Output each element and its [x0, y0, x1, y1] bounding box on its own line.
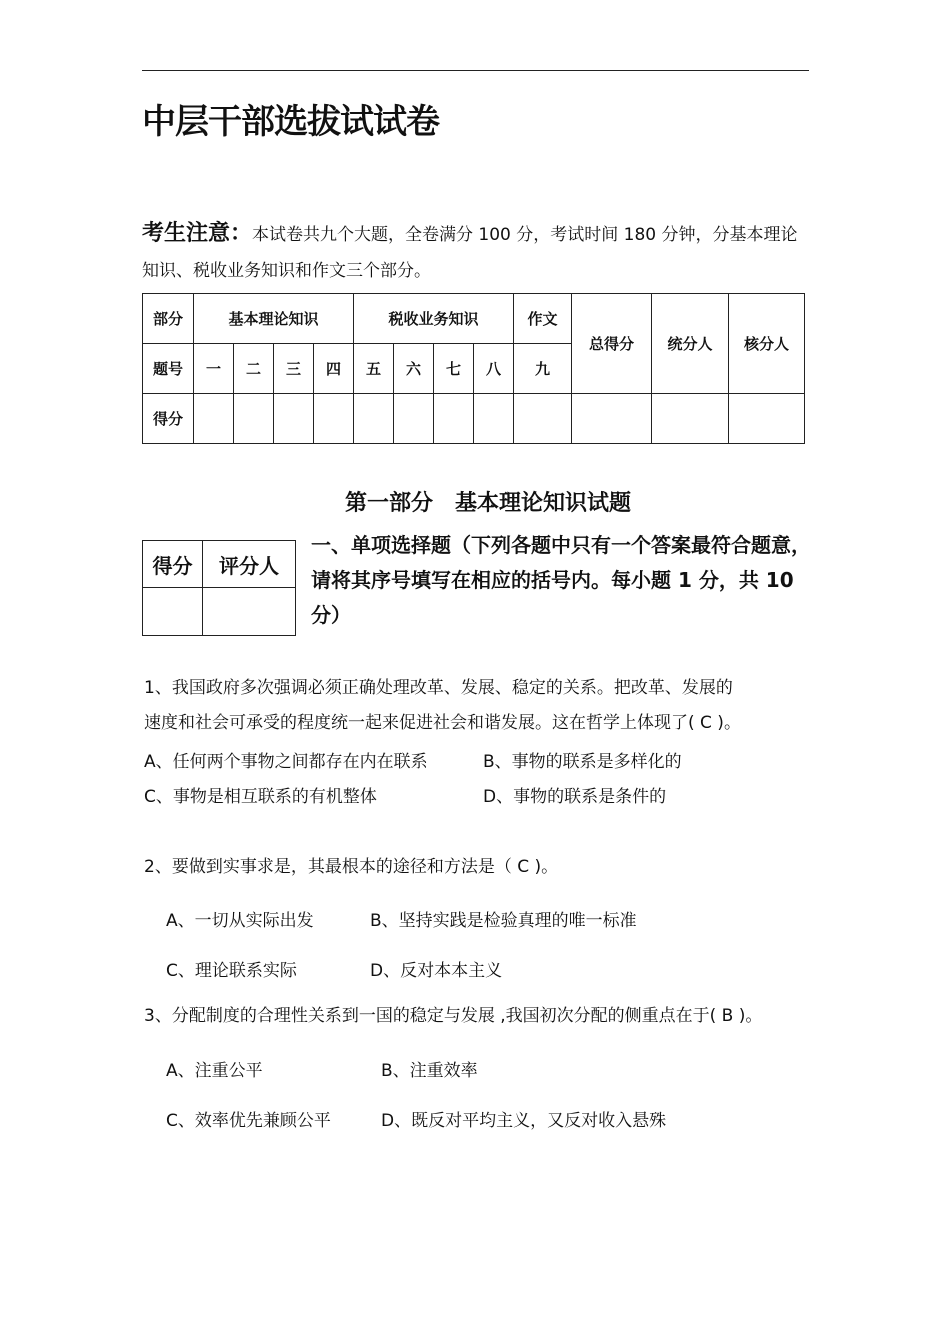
question-1-option-a: A、任何两个事物之间都存在内在联系 — [144, 752, 428, 772]
question-2-option-b: B、坚持实践是检验真理的唯一标准 — [370, 911, 637, 931]
question-number: 五 — [354, 344, 394, 394]
grader-person-label: 评分人 — [203, 541, 296, 588]
question-number: 三 — [274, 344, 314, 394]
exam-title: 中层干部选拔试试卷 — [142, 102, 439, 142]
score-table-part-label: 部分 — [143, 294, 194, 344]
tally-cell[interactable] — [652, 394, 729, 444]
score-table-tally: 统分人 — [652, 294, 729, 394]
score-table-total: 总得分 — [572, 294, 652, 394]
grader-person-cell[interactable] — [203, 588, 296, 636]
grader-score-label: 得分 — [143, 541, 203, 588]
question-number: 六 — [394, 344, 434, 394]
question-1-option-b: B、事物的联系是多样化的 — [483, 752, 682, 772]
total-score-cell[interactable] — [572, 394, 652, 444]
question-1-option-d: D、事物的联系是条件的 — [483, 787, 667, 807]
score-cell[interactable] — [234, 394, 274, 444]
score-cell[interactable] — [354, 394, 394, 444]
score-cell[interactable] — [394, 394, 434, 444]
top-rule — [142, 70, 809, 71]
score-cell[interactable] — [274, 394, 314, 444]
question-number: 九 — [514, 344, 572, 394]
section-one-heading: 一、单项选择题（下列各题中只有一个答案最符合题意，请将其序号填写在相应的括号内。每小题 1 分，共 10 分） — [311, 533, 811, 627]
score-table — [142, 293, 805, 444]
question-number: 二 — [234, 344, 274, 394]
question-1-option-c: C、事物是相互联系的有机整体 — [144, 787, 377, 807]
question-2-option-a: A、一切从实际出发 — [166, 911, 314, 931]
grader-box — [142, 540, 296, 636]
score-cell[interactable] — [314, 394, 354, 444]
question-number: 七 — [434, 344, 474, 394]
exam-notice — [142, 216, 814, 289]
score-cell[interactable] — [194, 394, 234, 444]
score-table-part-tax: 税收业务知识 — [354, 294, 514, 344]
grader-score-cell[interactable] — [143, 588, 203, 636]
notice-text: 本试卷共九个大题，全卷满分 100 分，考试时间 180 分钟，分基本理论知识、税收业务知识和作文三个部分。 — [142, 225, 798, 281]
checker-cell[interactable] — [729, 394, 805, 444]
question-3-option-d: D、既反对平均主义，又反对收入悬殊 — [381, 1111, 667, 1131]
question-number: 八 — [474, 344, 514, 394]
score-table-score-label: 得分 — [143, 394, 194, 444]
question-number: 四 — [314, 344, 354, 394]
score-table-part-essay: 作文 — [514, 294, 572, 344]
question-3-option-a: A、注重公平 — [166, 1061, 263, 1081]
score-cell[interactable] — [474, 394, 514, 444]
score-table-part-basic: 基本理论知识 — [194, 294, 354, 344]
score-table-checker: 核分人 — [729, 294, 805, 394]
score-cell[interactable] — [434, 394, 474, 444]
question-3-option-c: C、效率优先兼顾公平 — [166, 1111, 331, 1131]
score-table-number-label: 题号 — [143, 344, 194, 394]
question-2-option-d: D、反对本本主义 — [370, 961, 503, 981]
question-1-line-1: 1、我国政府多次强调必须正确处理改革、发展、稳定的关系。把改革、发展的 — [144, 678, 733, 698]
question-2-stem: 2、要做到实事求是，其最根本的途径和方法是（ C )。 — [144, 857, 559, 877]
question-number: 一 — [194, 344, 234, 394]
score-cell[interactable] — [514, 394, 572, 444]
question-3-stem: 3、分配制度的合理性关系到一国的稳定与发展 ,我国初次分配的侧重点在于( B )。 — [144, 1006, 763, 1026]
question-1-line-2: 速度和社会可承受的程度统一起来促进社会和谐发展。这在哲学上体现了( C )。 — [144, 713, 741, 733]
part-one-title: 第一部分 基本理论知识试题 — [345, 491, 632, 516]
question-3-option-b: B、注重效率 — [381, 1061, 478, 1081]
question-2-option-c: C、理论联系实际 — [166, 961, 297, 981]
notice-label: 考生注意： — [142, 221, 253, 246]
